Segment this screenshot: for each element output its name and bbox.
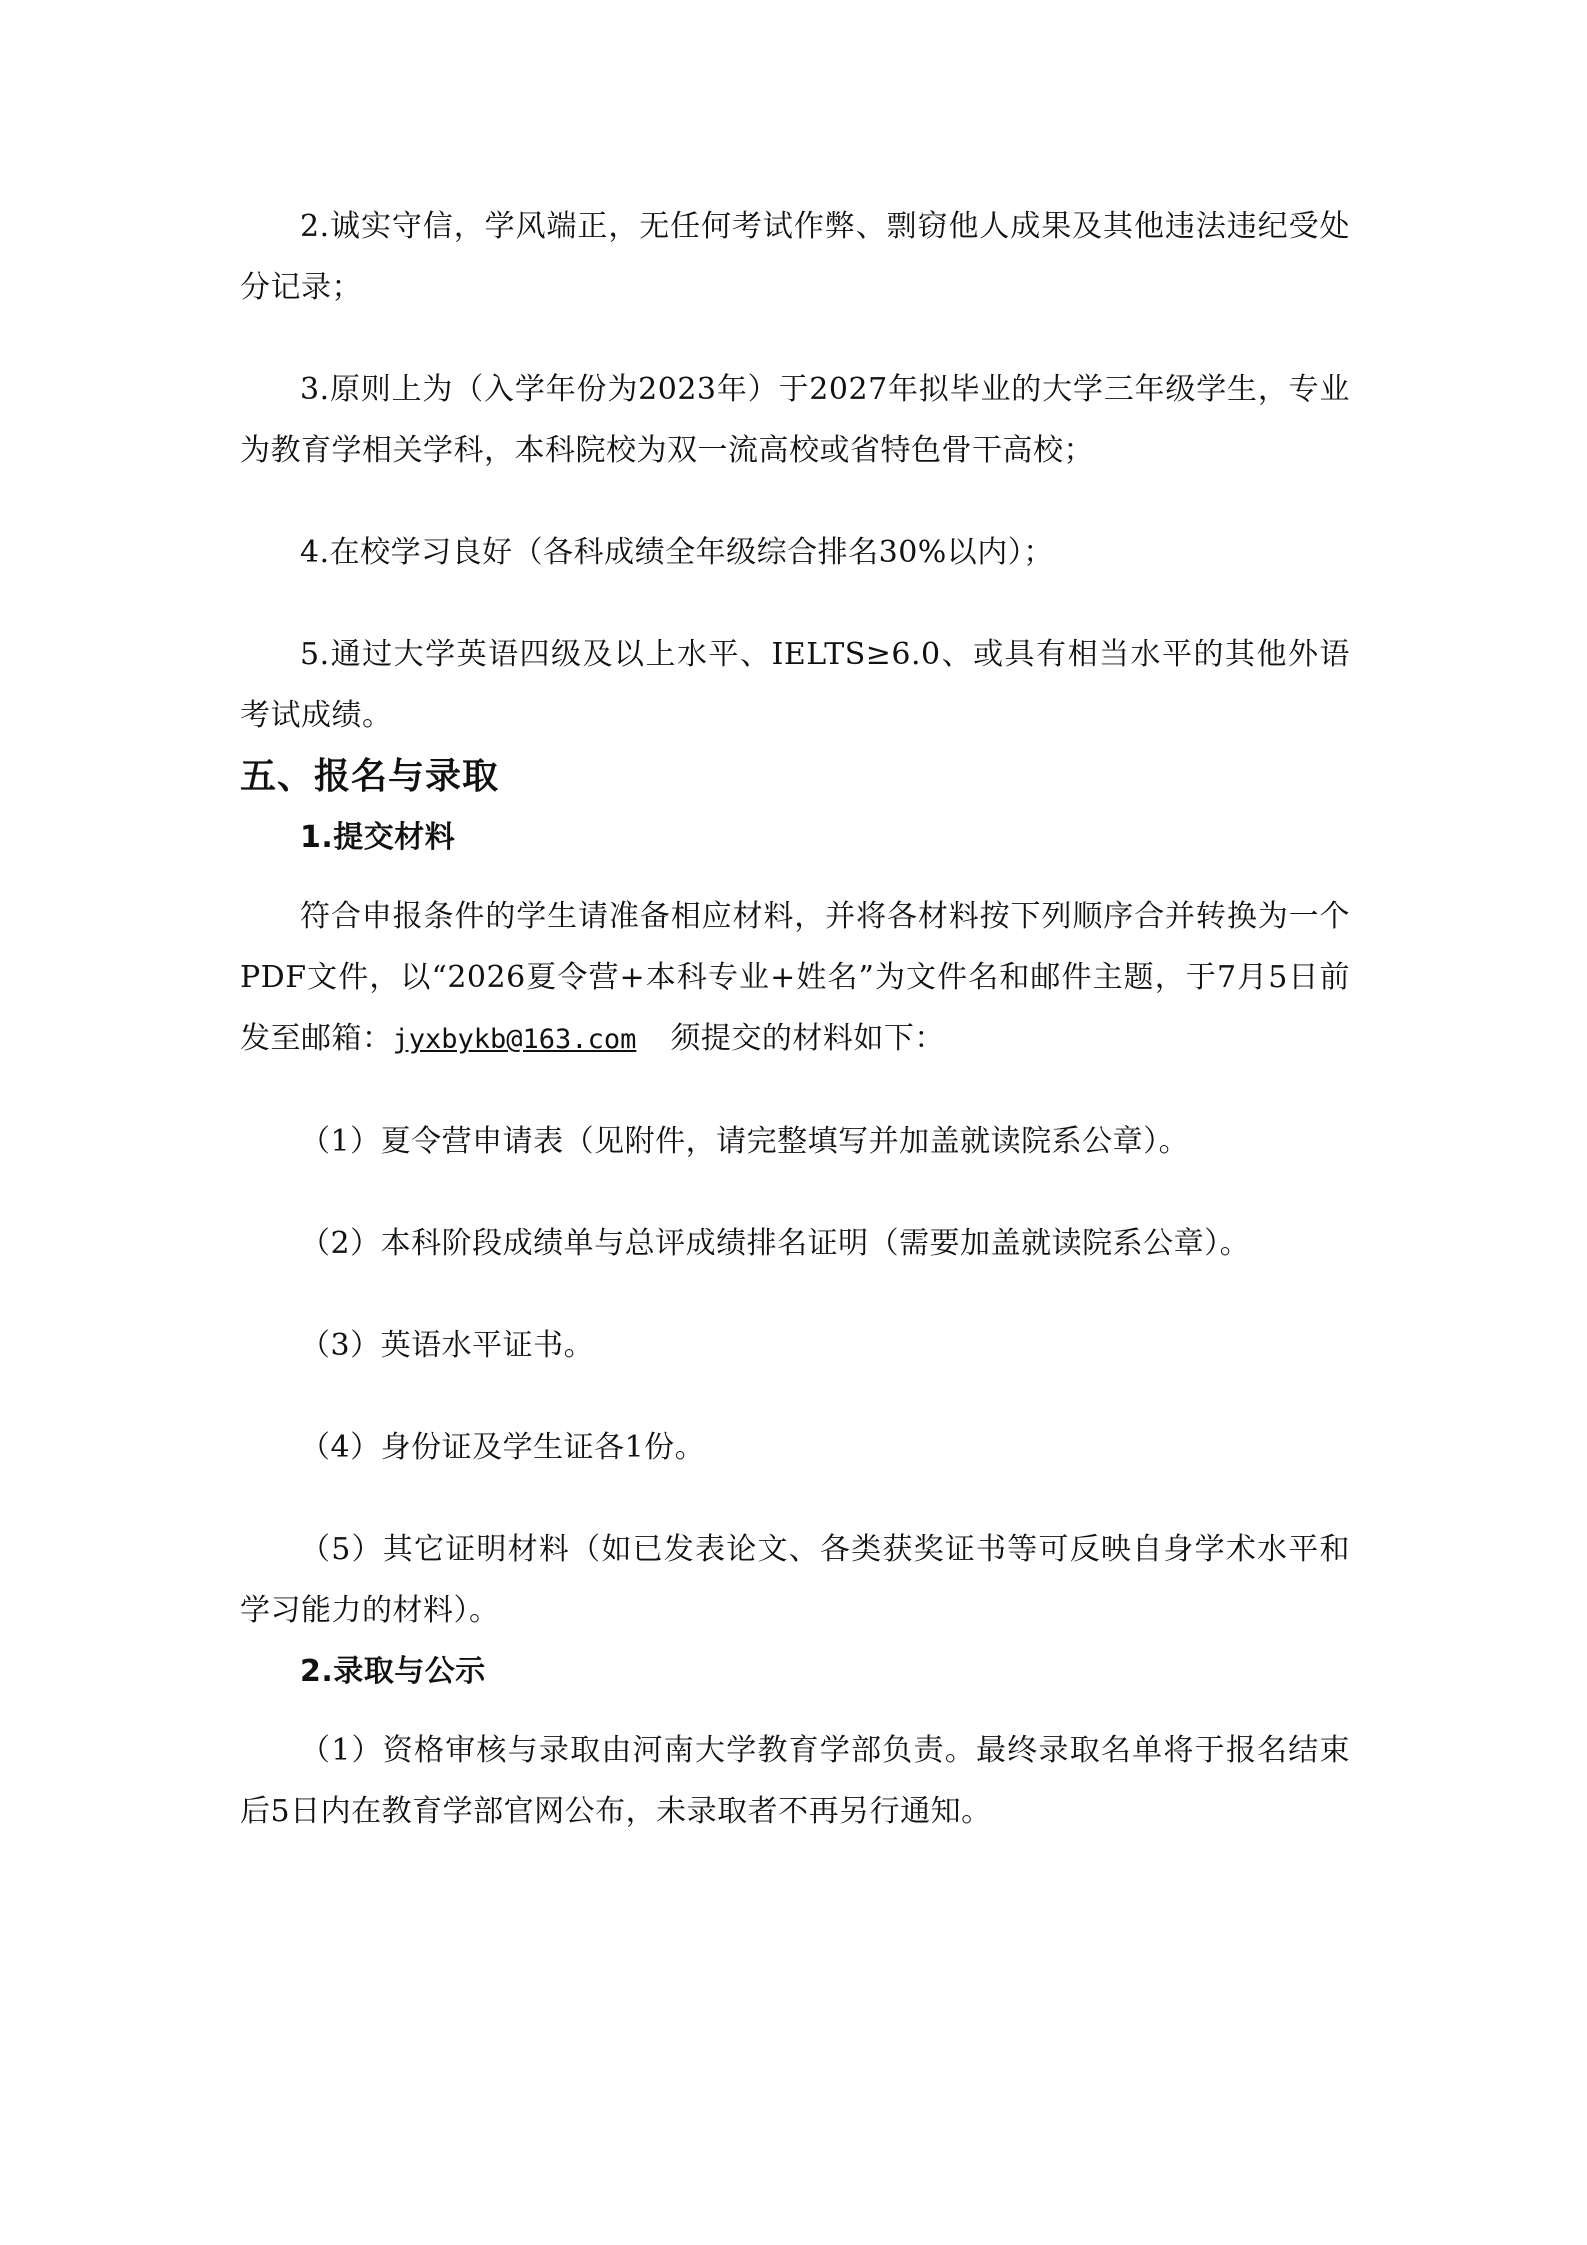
subsection-heading-admission-publicity: 2.录取与公示 [300, 1654, 486, 1689]
submission-intro-text: 符合申报条件的学生请准备相应材料，并将各材料按下列顺序合并转换为一个PDF文件，以“2026夏令营+本科专业+姓名”为文件名和邮件主题，于7月5日前发至邮箱： [240, 899, 1350, 1056]
materials-lead-text: 须提交的材料如下： [670, 1021, 945, 1056]
material-item-1: （1）夏令营申请表（见附件，请完整填写并加盖就读院系公章）。 [300, 1124, 1190, 1159]
subsection-heading-submit-materials: 1.提交材料 [300, 820, 456, 855]
material-item-5: （5）其它证明材料（如已发表论文、各类获奖证书等可反映自身学术水平和学习能力的材料）。 [240, 1532, 1350, 1628]
requirement-item-2: 2.诚实守信，学风端正，无任何考试作弊、剽窃他人成果及其他违法违纪受处分记录； [240, 209, 1350, 305]
material-item-4: （4）身份证及学生证各1份。 [300, 1430, 706, 1465]
requirement-item-5: 5.通过大学英语四级及以上水平、IELTS≥6.0、或具有相当水平的其他外语考试成绩。 [240, 637, 1350, 733]
admission-paragraph-1: （1）资格审核与录取由河南大学教育学部负责。最终录取名单将于报名结束后5日内在教育学部官网公布，未录取者不再另行通知。 [240, 1733, 1350, 1829]
material-item-3: （3）英语水平证书。 [300, 1328, 595, 1363]
document-body [240, 196, 1350, 1842]
material-item-2: （2）本科阶段成绩单与总评成绩排名证明（需要加盖就读院系公章）。 [300, 1226, 1251, 1261]
requirement-item-4: 4.在校学习良好（各科成绩全年级综合排名30%以内）； [300, 535, 1054, 570]
email-link[interactable]: jyxbykb@163.com [392, 1024, 637, 1055]
requirement-item-3: 3.原则上为（入学年份为2023年）于2027年拟毕业的大学三年级学生，专业为教育学相关学科，本科院校为双一流高校或省特色骨干高校； [240, 372, 1350, 468]
submission-instructions [240, 886, 1350, 1070]
section-heading-registration-admission: 五、报名与录取 [240, 756, 500, 797]
